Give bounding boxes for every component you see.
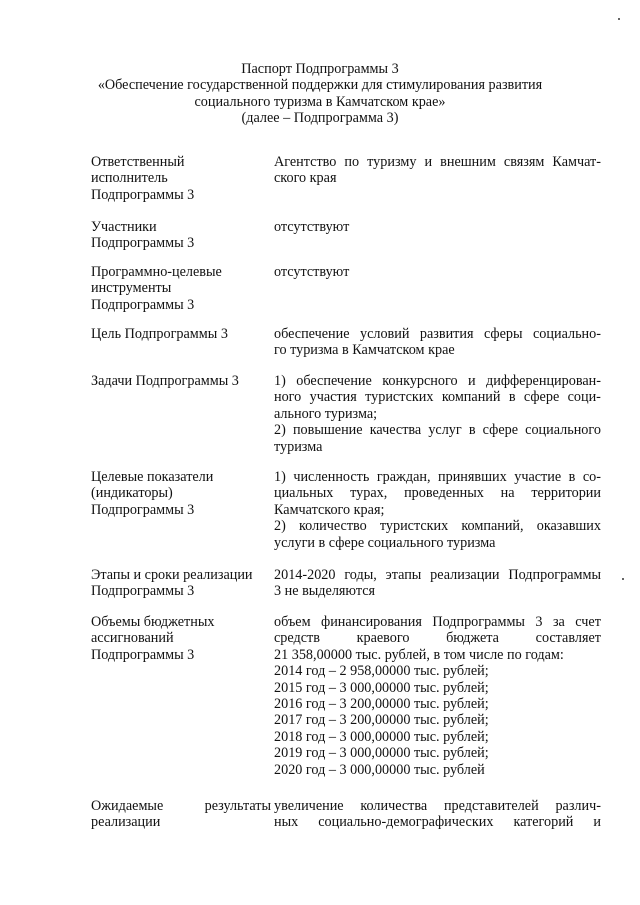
justified-word: граждан, (376, 469, 431, 485)
justified-word: увеличение (274, 798, 344, 814)
justified-word: в (468, 422, 476, 439)
justified-word: туристских (365, 389, 434, 406)
justified-word: и (593, 814, 601, 831)
justified-word: услуг (428, 422, 462, 439)
justified-word: Камчат- (552, 154, 601, 170)
justified-word: результаты (204, 798, 271, 814)
justified-word: туристских (379, 518, 449, 535)
row-value (274, 798, 601, 831)
budget-year-line: 2016 год – 3 200,00000 тыс. рублей; (274, 696, 489, 713)
justified-word: повышение (292, 422, 363, 439)
justified-word: объем (274, 614, 311, 630)
justified-word: развития (419, 326, 474, 342)
budget-year-line: 2015 год – 3 000,00000 тыс. рублей; (274, 679, 489, 696)
justified-word: Подпрограммы (508, 567, 601, 583)
title-line: Паспорт Подпрограммы 3 (241, 61, 399, 77)
justified-word: Ожидаемые (91, 798, 164, 814)
justified-word: Агентство (274, 154, 337, 170)
justified-word: внешним (440, 154, 496, 170)
justified-word: 1) (274, 373, 286, 389)
justified-word: различ- (555, 798, 601, 814)
justified-word: территории (531, 485, 601, 502)
justified-word: и (468, 373, 476, 389)
justified-word: по (344, 154, 360, 170)
justified-word: дифференцирован- (486, 373, 601, 389)
justified-word: ных (274, 814, 299, 831)
justified-word: социально-демографических (318, 814, 494, 831)
justified-word: категорий (513, 814, 574, 831)
justified-word: качества (369, 422, 422, 439)
justified-word: сфере (523, 389, 560, 406)
budget-year-line: 2014 год – 2 958,00000 тыс. рублей; (274, 663, 489, 680)
justified-word: и (424, 154, 433, 170)
justified-word: реализации (430, 567, 500, 583)
row-value: объем финансирования Подпрограммы 3 за счет средств краевого бюджета составляет 21 358,00000 тыс. рублей, в том числе по годам: 2014 год – 2 958,00000 тыс. рублей; 2015 год – 3 000,00000 тыс. рублей; 2016 год – 3 200,00000 тыс. рублей; 2017 год – 3 200,00000 тыс. рублей; 2018 год – 3 000,00000 тыс. рублей; 2019 год – 3 000,00000 тыс. рублей; 2020 год – 3 000,00000 тыс. рублей (274, 614, 601, 778)
justified-word: количество (298, 518, 367, 535)
row-value: Агентство по туризму и внешним связям Камчат- ского края (274, 154, 601, 187)
row-value: 1) обеспечение конкурсного и дифференцирован- ного участия туристских компаний в сфере соци- ального туризма; 2) повышение качества услуг в сфере социального туризма (274, 373, 601, 455)
justified-word: годы, (344, 567, 377, 583)
row-label: Целевые показатели (индикаторы) Подпрограммы 3 (91, 469, 214, 518)
justified-word: обеспечение (296, 373, 372, 389)
justified-word: представителей (443, 798, 539, 814)
justified-word: условий (359, 326, 410, 342)
budget-source-word: краевого (356, 630, 410, 647)
justified-word: обеспечение (274, 326, 350, 342)
justified-word: конкурсного (382, 373, 458, 389)
scan-speck (622, 578, 624, 580)
row-label: Цель Подпрограммы 3 (91, 326, 228, 342)
row-label: Ответственный исполнитель Подпрограммы 3 (91, 154, 195, 203)
justified-word: участия (309, 389, 357, 406)
budget-year-line: 2017 год – 3 200,00000 тыс. рублей; (274, 712, 489, 729)
justified-word: сфере (482, 422, 519, 439)
justified-word: ного (274, 389, 302, 406)
row-value: отсутствуют (274, 219, 350, 235)
justified-word: в (568, 469, 576, 485)
justified-word: численность (293, 469, 370, 485)
justified-word: в (508, 389, 516, 406)
title-line: (далее – Подпрограмма 3) (241, 110, 399, 127)
justified-word: 1) (274, 469, 286, 485)
justified-word: сферы (483, 326, 523, 342)
row-label: Этапы и сроки реализации Подпрограммы 3 (91, 567, 253, 600)
justified-word: участие (514, 469, 562, 485)
row-label: Участники Подпрограммы 3 (91, 219, 195, 252)
budget-source-word: бюджета (446, 630, 499, 647)
row-value: отсутствуют (274, 264, 350, 280)
row-label: Задачи Подпрограммы 3 (91, 373, 239, 389)
row-value: 1) численность граждан, принявших участие в со- циальных турах, проведенных на территории Камчатского края; 2) количество туристских компаний, оказавших услуги в сфере социального туризма (274, 469, 601, 551)
row-label: Ожидаемые результаты реализации (91, 798, 271, 831)
row-label: Программно-целевые инструменты Подпрограммы 3 (91, 264, 222, 313)
justified-word: соци- (567, 389, 601, 406)
justified-word: счет (575, 614, 601, 630)
justified-word: турах, (350, 485, 388, 502)
justified-word: компаний, (461, 518, 524, 535)
title-line: социального туризма в Камчатском крае» (194, 93, 446, 110)
justified-word: 2014-2020 (274, 567, 336, 583)
justified-word: проведенных (404, 485, 484, 502)
justified-word: этапы (385, 567, 422, 583)
row-label: Объемы бюджетных ассигнований Подпрограммы 3 (91, 614, 215, 663)
justified-word: туризму (367, 154, 417, 170)
budget-source-line (274, 630, 601, 646)
justified-word: циальных (274, 485, 334, 502)
justified-word: оказавших (536, 518, 601, 535)
justified-word: количества (360, 798, 428, 814)
justified-word: компаний (441, 389, 501, 406)
justified-word: социального (525, 422, 601, 439)
justified-word: связям (503, 154, 545, 170)
justified-word: 2) (274, 422, 286, 439)
scan-speck (618, 18, 620, 20)
justified-word: принявших (438, 469, 507, 485)
justified-word: на (500, 485, 515, 502)
justified-word: со- (582, 469, 601, 485)
budget-year-line: 2019 год – 3 000,00000 тыс. рублей; (274, 745, 489, 762)
budget-year-line: 2018 год – 3 000,00000 тыс. рублей; (274, 728, 489, 745)
budget-source-word: составляет (535, 630, 601, 647)
justified-word: социально- (533, 326, 601, 342)
justified-word: за (552, 614, 565, 630)
budget-year-line: 2020 год – 3 000,00000 тыс. рублей (274, 761, 485, 778)
justified-word: 2) (274, 518, 286, 535)
budget-source-word: средств (274, 630, 320, 647)
title-line: «Обеспечение государственной поддержки для стимулирования развития (97, 77, 543, 94)
justified-word: Подпрограммы (432, 614, 525, 630)
justified-word: финансирования (321, 614, 422, 630)
row-value: 2014-2020 годы, этапы реализации Подпрограммы 3 не выделяются (274, 567, 601, 600)
document-title (60, 61, 580, 127)
justified-word: 3 (535, 614, 543, 630)
row-value: обеспечение условий развития сферы социально- го туризма в Камчатском крае (274, 326, 601, 359)
